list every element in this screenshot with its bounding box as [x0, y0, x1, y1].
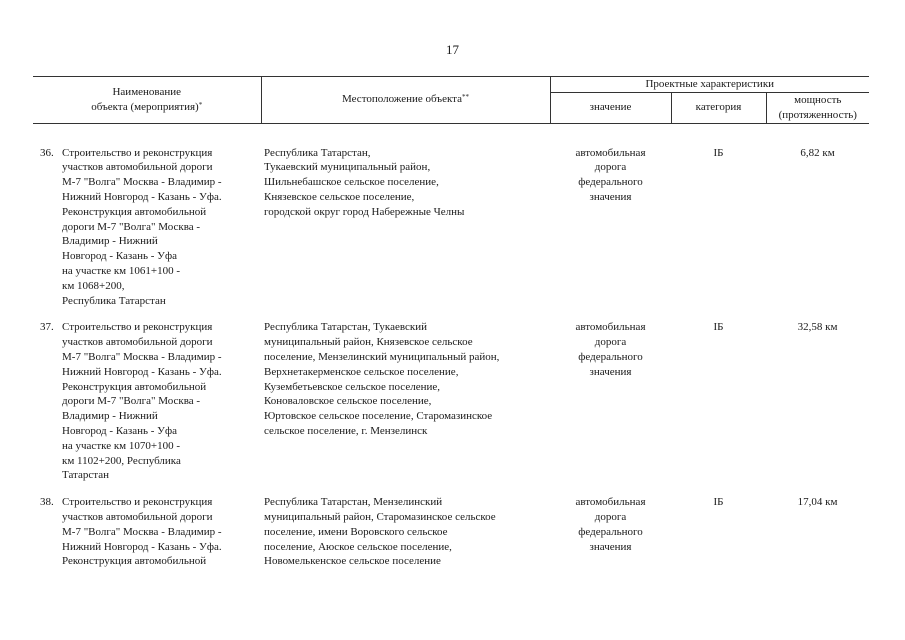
object-category: IБ	[713, 321, 724, 334]
object-value: автомобильная дорога федерального значения	[575, 496, 646, 553]
object-category: IБ	[713, 496, 724, 509]
table-row	[33, 495, 869, 581]
row-number: 37.	[40, 321, 54, 334]
header-object-name-footnote: *	[198, 100, 203, 109]
object-category: IБ	[713, 146, 724, 159]
header-object-name	[33, 77, 261, 124]
object-location: Республика Татарстан, Тукаевский муниципальный район, Князевское сельское поселение, Мензелинский муниципальный район, Верхнетакерменское сельское поселение, Кузембетьевское сельское поселение, Коноваловское сельское поселение, Юртовское сельское поселение, Старомазинское сельское поселение, г. Мензелинск	[264, 321, 500, 437]
object-capacity: 17,04 км	[797, 496, 838, 509]
object-name: Строительство и реконструкция участков автомобильной дороги М-7 "Волга" Москва - Владимир - Нижний Новгород - Казань - Уфа. Реконструкция автомобильной дороги М-7 "Волга" Москва - Владимир - Нижний Новгород - Казань - Уфа на участке км 1061+100 - км 1068+200, Республика Татарстан	[62, 146, 222, 307]
object-name: Строительство и реконструкция участков автомобильной дороги М-7 "Волга" Москва - Владимир - Нижний Новгород - Казань - Уфа. Реконструкция автомобильной	[62, 496, 222, 568]
row-number: 38.	[40, 496, 54, 509]
object-value: автомобильная дорога федерального значения	[575, 146, 646, 203]
project-table	[33, 76, 869, 581]
object-name: Строительство и реконструкция участков автомобильной дороги М-7 "Волга" Москва - Владимир - Нижний Новгород - Казань - Уфа. Реконструкция автомобильной дороги М-7 "Волга" Москва - Владимир - Нижний Новгород - Казань - Уфа на участке км 1070+100 - км 1102+200, Республика Татарстан	[62, 321, 222, 482]
page-number: 17	[446, 42, 459, 57]
table-row	[33, 320, 869, 495]
header-location-text: Местоположение объекта	[342, 93, 462, 106]
header-location-footnote: **	[461, 93, 469, 102]
header-design-characteristics: Проектные характеристики	[550, 77, 869, 93]
header-capacity: мощность (протяженность)	[766, 93, 869, 124]
header-category: категория	[671, 93, 766, 124]
object-location: Республика Татарстан, Тукаевский муниципальный район, Шильнебашское сельское поселение, Князевское сельское поселение, городской округ город Набережные Челны	[264, 146, 465, 218]
object-location: Республика Татарстан, Мензелинский муниципальный район, Старомазинское сельское поселение, имени Воровского сельское поселение, Аюское сельское поселение, Новомелькенское сельское поселение	[264, 496, 496, 568]
header-location	[261, 77, 550, 124]
row-number: 36.	[40, 146, 54, 159]
table-row	[33, 146, 869, 321]
header-object-name-text: Наименование объекта (мероприятия)	[91, 86, 199, 113]
header-value: значение	[550, 93, 671, 124]
object-value: автомобильная дорога федерального значения	[575, 321, 646, 378]
object-capacity: 32,58 км	[797, 321, 838, 334]
object-capacity: 6,82 км	[800, 146, 835, 159]
